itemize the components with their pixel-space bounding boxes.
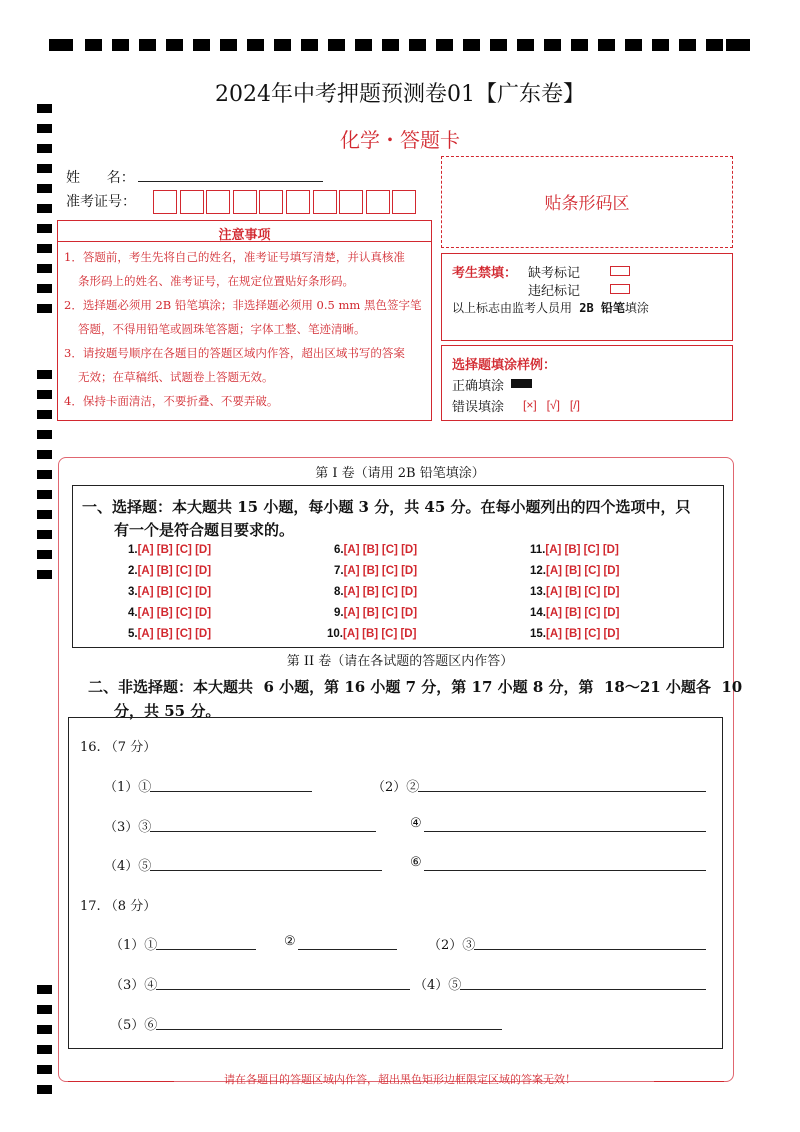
forbidden-note-post: 填涂 — [624, 301, 649, 315]
subject-subtitle: 化学・答题卡 — [340, 128, 460, 152]
timing-mark — [652, 39, 669, 51]
choice-number: 10. — [327, 628, 343, 640]
choice-number: 11. — [530, 544, 546, 556]
timing-mark — [490, 39, 507, 51]
notice-item: 无效；在草稿纸、试题卷上答题无效。 — [78, 370, 274, 384]
timing-mark — [625, 39, 642, 51]
timing-mark — [726, 39, 750, 51]
timing-mark — [220, 39, 237, 51]
id-digit-box[interactable] — [180, 190, 204, 214]
q16-blank-label: ④ — [410, 816, 422, 831]
timing-mark — [37, 1025, 52, 1034]
q17-label: 17. （8 分） — [80, 899, 157, 914]
sample-correct-label: 正确填涂 — [452, 379, 505, 394]
choice-item[interactable] — [334, 586, 417, 598]
part2-header: 第 II 卷（请在各试题的答题区内作答） — [286, 654, 514, 669]
q16-answer-line[interactable] — [418, 791, 706, 792]
choice-number: 8. — [334, 586, 344, 598]
notice-item: 答题，不得用铅笔或圆珠笔答题；字体工整、笔迹清晰。 — [78, 322, 366, 336]
choice-question-line1: 一、选择题：本大题共 15 小题，每小题 3 分，共 45 分。在每小题列出的四个选项中，只 — [82, 498, 691, 516]
q17-blank-label: （1）① — [110, 938, 158, 953]
choice-item[interactable] — [128, 565, 211, 577]
choice-options[interactable]: [A] [B] [C] [D] — [343, 565, 418, 577]
timing-mark — [679, 39, 696, 51]
q17-blank-label: ② — [284, 934, 296, 949]
choice-number: 12. — [530, 565, 546, 577]
choice-options[interactable]: [A] [B] [C] [D] — [137, 544, 212, 556]
nonchoice-answer-box — [68, 717, 723, 1049]
choice-number: 5. — [128, 628, 138, 640]
timing-mark — [37, 304, 52, 313]
choice-options[interactable]: [A] [B] [C] [D] — [137, 607, 212, 619]
timing-mark — [598, 39, 615, 51]
nonchoice-question-line2: 分，共 55 分。 — [114, 702, 221, 720]
q17-answer-line[interactable] — [474, 949, 706, 950]
id-digit-box[interactable] — [339, 190, 363, 214]
notice-heading: 注意事项 — [218, 227, 271, 242]
q16-answer-line[interactable] — [150, 831, 376, 832]
choice-options[interactable]: [A] [B] [C] [D] — [545, 544, 619, 556]
choice-options[interactable]: [A] [B] [C] [D] — [137, 628, 212, 640]
q16-blank-label: （1）① — [104, 780, 152, 795]
q16-answer-line[interactable] — [150, 791, 312, 792]
correct-fill-mark — [511, 379, 532, 388]
timing-mark — [571, 39, 588, 51]
timing-mark — [37, 164, 52, 173]
sample-heading: 选择题填涂样例： — [452, 357, 557, 372]
timing-mark — [166, 39, 183, 51]
q16-blank-label: （3）③ — [104, 820, 152, 835]
timing-mark — [37, 1045, 52, 1054]
q16-blank-label: ⑥ — [410, 855, 422, 870]
notice-item: 1．答题前，考生先将自己的姓名，准考证号填写清楚，并认真核准 — [64, 250, 405, 264]
choice-options[interactable]: [A] [B] [C] [D] — [343, 586, 418, 598]
timing-mark — [328, 39, 345, 51]
violation-mark-box[interactable] — [610, 284, 630, 294]
choice-number: 2. — [128, 565, 138, 577]
q17-answer-line[interactable] — [156, 989, 410, 990]
choice-item[interactable] — [530, 565, 619, 577]
q17-blank-label: （4）⑤ — [414, 978, 462, 993]
q17-answer-line[interactable] — [156, 1029, 502, 1030]
timing-mark — [139, 39, 156, 51]
choice-options[interactable]: [A] [B] [C] [D] — [343, 544, 418, 556]
violation-mark-label: 违纪标记 — [528, 284, 581, 299]
q17-answer-line[interactable] — [298, 949, 397, 950]
choice-options[interactable]: [A] [B] [C] [D] — [137, 586, 212, 598]
timing-mark — [517, 39, 534, 51]
name-field[interactable] — [138, 181, 323, 182]
id-label: 准考证号： — [66, 194, 136, 210]
choice-options[interactable]: [A] [B] [C] [D] — [343, 607, 418, 619]
choice-options[interactable]: [A] [B] [C] [D] — [546, 586, 620, 598]
forbidden-note-pre: 以上标志由监考人员用 — [452, 301, 580, 315]
choice-number: 13. — [530, 586, 546, 598]
timing-mark — [112, 39, 129, 51]
choice-item[interactable] — [334, 544, 417, 556]
choice-item[interactable] — [128, 586, 211, 598]
id-digit-box[interactable] — [206, 190, 230, 214]
choice-item[interactable] — [530, 607, 619, 619]
timing-mark — [355, 39, 372, 51]
choice-item[interactable] — [327, 628, 416, 640]
timing-mark — [37, 510, 52, 519]
timing-mark — [37, 204, 52, 213]
nonchoice-question-line1: 二、非选择题：本大题共 6 小题，第 16 小题 7 分，第 17 小题 8 分，第 18～21 小题各 10 — [88, 678, 743, 696]
timing-mark — [37, 244, 52, 253]
timing-mark — [49, 39, 73, 51]
q17-blank-label: （5）⑥ — [110, 1018, 158, 1033]
choice-item[interactable] — [530, 586, 619, 598]
timing-mark — [706, 39, 723, 51]
forbidden-note — [452, 299, 649, 316]
timing-mark — [274, 39, 291, 51]
id-digit-box[interactable] — [286, 190, 310, 214]
choice-item[interactable] — [128, 544, 211, 556]
notice-item: 3．请按题号顺序在各题目的答题区域内作答，超出区域书写的答案 — [64, 346, 405, 360]
timing-mark — [37, 1005, 52, 1014]
timing-mark — [37, 264, 52, 273]
absent-mark-box[interactable] — [610, 266, 630, 276]
choice-item[interactable] — [128, 628, 211, 640]
choice-number: 6. — [334, 544, 344, 556]
notice-item: 条形码上的姓名、准考证号，在规定位置贴好条形码。 — [78, 274, 354, 288]
id-digit-box[interactable] — [392, 190, 416, 214]
name-label: 姓 名： — [66, 170, 135, 186]
timing-mark — [37, 530, 52, 539]
q16-blank-label: （2）② — [372, 780, 420, 795]
timing-mark — [247, 39, 264, 51]
choice-options[interactable]: [A] [B] [C] [D] — [546, 628, 620, 640]
q17-answer-line[interactable] — [156, 949, 256, 950]
id-digit-box[interactable] — [366, 190, 390, 214]
choice-item[interactable] — [530, 628, 619, 640]
choice-question-line2: 有一个是符合题目要求的。 — [114, 521, 295, 539]
timing-mark — [409, 39, 426, 51]
choice-number: 3. — [128, 586, 138, 598]
forbidden-note-bold: 2B 铅笔 — [579, 301, 625, 315]
choice-number: 9. — [334, 607, 344, 619]
q16-answer-line[interactable] — [424, 870, 706, 871]
choice-number: 15. — [530, 628, 546, 640]
q16-answer-line[interactable] — [150, 870, 382, 871]
timing-mark — [37, 410, 52, 419]
choice-options[interactable]: [A] [B] [C] [D] — [546, 607, 620, 619]
timing-mark — [544, 39, 561, 51]
timing-mark — [37, 224, 52, 233]
choice-item[interactable] — [530, 544, 619, 556]
timing-mark — [382, 39, 399, 51]
timing-mark — [37, 450, 52, 459]
choice-number: 4. — [128, 607, 138, 619]
choice-item[interactable] — [128, 607, 211, 619]
footer-warning: 请在各题目的答题区域内作答，超出黑色矩形边框限定区域的答案无效！ — [224, 1074, 576, 1086]
notice-item: 4．保持卡面清洁，不要折叠、不要弄破。 — [64, 394, 279, 408]
timing-mark — [37, 430, 52, 439]
timing-mark — [463, 39, 480, 51]
choice-options[interactable]: [A] [B] [C] [D] — [343, 628, 417, 640]
timing-mark — [37, 490, 52, 499]
q17-blank-label: （2）③ — [428, 938, 476, 953]
timing-mark — [193, 39, 210, 51]
choice-number: 14. — [530, 607, 546, 619]
absent-mark-label: 缺考标记 — [528, 266, 581, 281]
wrong-fill-marks: [×] [√] [/] — [523, 398, 580, 412]
timing-mark — [37, 985, 52, 994]
timing-mark — [436, 39, 453, 51]
choice-number: 7. — [334, 565, 344, 577]
barcode-label: 贴条形码区 — [544, 194, 630, 214]
timing-mark — [37, 570, 52, 579]
id-digit-box[interactable] — [313, 190, 337, 214]
q16-label: 16. （7 分） — [80, 740, 157, 755]
notice-item: 2．选择题必须用 2B 铅笔填涂；非选择题必须用 0.5 mm 黑色签字笔 — [64, 298, 422, 312]
timing-mark — [301, 39, 318, 51]
choice-options[interactable]: [A] [B] [C] [D] — [137, 565, 212, 577]
timing-mark — [37, 390, 52, 399]
choice-options[interactable]: [A] [B] [C] [D] — [546, 565, 620, 577]
timing-mark — [85, 39, 102, 51]
timing-mark — [37, 370, 52, 379]
choice-item[interactable] — [334, 565, 417, 577]
id-digit-box[interactable] — [153, 190, 177, 214]
q16-blank-label: （4）⑤ — [104, 859, 152, 874]
timing-mark — [37, 184, 52, 193]
page-title: 2024年中考押题预测卷01【广东卷】 — [215, 82, 585, 107]
q17-answer-line[interactable] — [460, 989, 706, 990]
q17-blank-label: （3）④ — [110, 978, 158, 993]
q16-answer-line[interactable] — [424, 831, 706, 832]
forbidden-label: 考生禁填： — [452, 265, 518, 280]
choice-item[interactable] — [334, 607, 417, 619]
timing-mark — [37, 284, 52, 293]
timing-mark — [37, 550, 52, 559]
id-digit-box[interactable] — [259, 190, 283, 214]
sample-wrong-label: 错误填涂 — [452, 400, 505, 415]
choice-number: 1. — [128, 544, 138, 556]
part1-header: 第 I 卷（请用 2B 铅笔填涂） — [315, 466, 485, 481]
id-digit-box[interactable] — [233, 190, 257, 214]
